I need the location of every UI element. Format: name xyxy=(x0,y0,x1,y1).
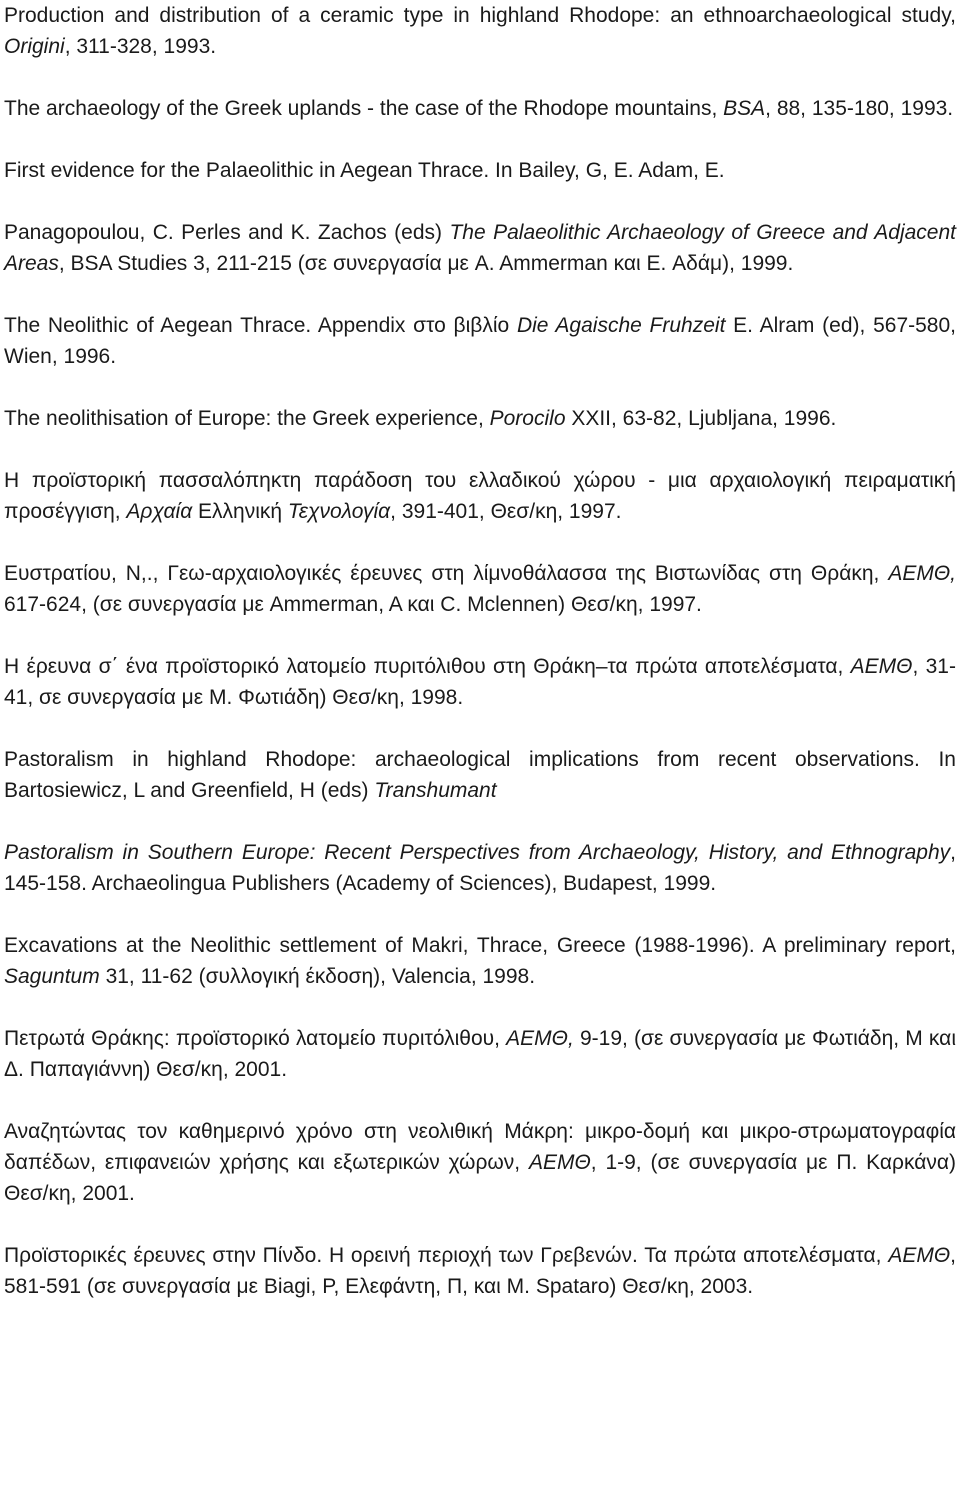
entry-text: E. Alram (ed), 567-580, Wien, 1996. xyxy=(4,314,956,368)
bibliography-entry-neolithisation-europe xyxy=(4,403,956,434)
entry-book-title: Pastoralism in Southern Europe: Recent Perspectives from Archaeology, History, and Ethnography xyxy=(4,841,951,864)
bibliography-entry-makri-everyday-time xyxy=(4,1116,956,1209)
entry-text: Προϊστορικές έρευνες στην Πίνδο. Η ορεινή περιοχή των Γρεβενών. Τα πρώτα αποτελέσματα, xyxy=(4,1244,889,1267)
entry-journal: ΑΕΜΘ, xyxy=(506,1027,574,1050)
bibliography-entry-petrota xyxy=(4,1023,956,1085)
entry-journal: Αρχαία xyxy=(126,500,193,523)
entry-journal: ΑΕΜΘ xyxy=(528,1151,591,1174)
entry-text: 617-624, (σε συνεργασία με Ammerman, A και C. Mclennen) Θεσ/κη, 1997. xyxy=(4,593,702,616)
entry-text: , 581-591 (σε συνεργασία με Biagi, P, Ελεφάντη, Π, και Μ. Spataro) Θεσ/κη, 2003. xyxy=(4,1244,956,1298)
bibliography-entry-palaeolithic-thrace-b xyxy=(4,217,956,279)
bibliography-entry-pindos xyxy=(4,1240,956,1302)
bibliography-entry-pastoralism-b xyxy=(4,837,956,899)
bibliography-entry-passalopiekti xyxy=(4,465,956,527)
entry-text: 9-19, (σε συνεργασία με Φωτιάδη, Μ και Δ. Παπαγιάννη) Θεσ/κη, 2001. xyxy=(4,1027,956,1081)
entry-journal: Τεχνολογία xyxy=(287,500,391,523)
entry-journal: Origini xyxy=(4,35,65,58)
entry-journal: Saguntum xyxy=(4,965,100,988)
entry-text: The archaeology of the Greek uplands - the case of the Rhodope mountains, xyxy=(4,97,724,120)
entry-text: XXII, 63-82, Ljubljana, 1996. xyxy=(565,407,837,430)
entry-text: , 31-41, σε συνεργασία με Μ. Φωτιάδη) Θεσ/κη, 1998. xyxy=(4,655,956,709)
bibliography-entry-makri-excavations xyxy=(4,930,956,992)
bibliography-entry-flint-quarry xyxy=(4,651,956,713)
entry-text: Ελληνική xyxy=(192,500,288,523)
bibliography-entry-pastoralism-a xyxy=(4,744,956,806)
bibliography-entry-neolithic-aegean-thrace xyxy=(4,310,956,372)
entry-text: , 391-401, Θεσ/κη, 1997. xyxy=(390,500,622,523)
entry-text: Η έρευνα σ΄ ένα προϊστορικό λατομείο πυριτόλιθου στη Θράκη–τα πρώτα αποτελέσματα, xyxy=(4,655,851,678)
entry-text: Excavations at the Neolithic settlement of Makri, Thrace, Greece (1988-1996). A preliminary report, xyxy=(4,934,956,957)
entry-text: Production and distribution of a ceramic type in highland Rhodope: an ethnoarchaeological study, xyxy=(4,4,956,27)
entry-journal: Porocilo xyxy=(489,407,566,430)
entry-text: , 1-9, (σε συνεργασία με Π. Καρκάνα) Θεσ/κη, 2001. xyxy=(4,1151,956,1205)
entry-text: , 145-158. Archaeolingua Publishers (Academy of Sciences), Budapest, 1999. xyxy=(4,841,956,895)
entry-text: Pastoralism in highland Rhodope: archaeological implications from recent observations. In Bartosiewicz, L and Greenfield, H (eds) xyxy=(4,748,956,802)
entry-text: , 311-328, 1993. xyxy=(64,35,217,58)
entry-text: The neolithisation of Europe: the Greek experience, xyxy=(4,407,490,430)
entry-book-title: The Palaeolithic Archaeology of Greece and Adjacent Areas xyxy=(4,221,956,275)
entry-book-title: Transhumant xyxy=(374,779,497,802)
entry-journal: ΑΕΜΘ xyxy=(888,1244,951,1267)
entry-journal: ΑΕΜΘ, xyxy=(888,562,956,585)
bibliography-entry-geo-archaeological xyxy=(4,558,956,620)
entry-journal: BSA xyxy=(723,97,766,120)
entry-book-title: Die Agaische Fruhzeit xyxy=(516,314,726,337)
bibliography-entry-rhodope-ceramic xyxy=(4,0,956,62)
entry-text: Η προϊστορική πασσαλόπηκτη παράδοση του ελλαδικού χώρου - μια αρχαιολογική πειραματική προσέγγιση, xyxy=(4,469,956,523)
entry-text: , 88, 135-180, 1993. xyxy=(765,97,954,120)
entry-text: , BSA Studies 3, 211-215 (σε συνεργασία με A. Ammerman και E. Αδάμ), 1999. xyxy=(58,252,794,275)
entry-text: Ευστρατίου, Ν,., Γεω-αρχαιολογικές έρευνες στη λίμνοθάλασσα της Βιστωνίδας στη Θράκη, xyxy=(4,562,889,585)
bibliography-entry-palaeolithic-thrace-a xyxy=(4,155,956,186)
entry-journal: ΑΕΜΘ xyxy=(850,655,913,678)
entry-text: The Neolithic of Aegean Thrace. Appendix στο βιβλίο xyxy=(4,314,517,337)
bibliography-entry-greek-uplands xyxy=(4,93,956,124)
entry-text: First evidence for the Palaeolithic in Aegean Thrace. In Bailey, G, E. Adam, E. xyxy=(4,159,725,182)
entry-text: Αναζητώντας τον καθημερινό χρόνο στη νεολιθική Μάκρη: μικρο-δομή και μικρο-στρωματογραφία δαπέδων, επιφανειών χρήσης και εξωτερικών χώρων, xyxy=(4,1120,956,1174)
entry-text: Πετρωτά Θράκης: προϊστορικό λατομείο πυριτόλιθου, xyxy=(4,1027,507,1050)
entry-text: 31, 11-62 (συλλογική έκδοση), Valencia, 1998. xyxy=(99,965,536,988)
entry-text: Panagopoulou, C. Perles and K. Zachos (eds) xyxy=(4,221,450,244)
